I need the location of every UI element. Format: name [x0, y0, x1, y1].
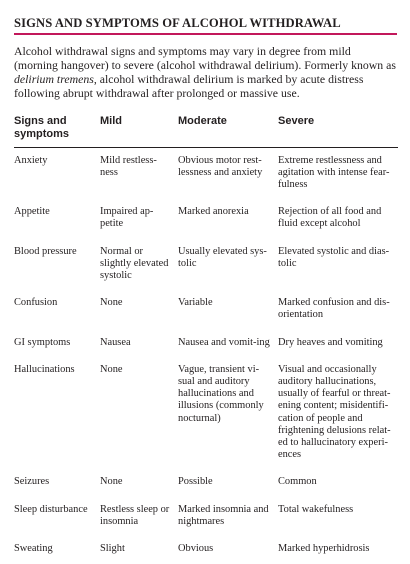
cell-mild: Normal or slightly elevated systolic: [100, 240, 178, 292]
column-header-signs: Signs and symptoms: [14, 115, 100, 148]
page-title: SIGNS AND SYMPTOMS OF ALCOHOL WITHDRAWAL: [14, 16, 400, 33]
cell-severe: Total wakefulness: [278, 498, 398, 537]
cell-severe: Marked confusion and dis-orientation: [278, 291, 398, 330]
cell-moderate: Usually elevated sys-tolic: [178, 240, 278, 292]
cell-moderate: Obvious: [178, 537, 278, 564]
cell-mild: Mild restless-ness: [100, 149, 178, 201]
cell-moderate: Nausea and vomit-ing: [178, 331, 278, 358]
cell-sign: Confusion: [14, 291, 100, 330]
cell-severe: Elevated systolic and dias-tolic: [278, 240, 398, 292]
cell-sign: Sleep disturbance: [14, 498, 100, 537]
column-header-severe: Severe: [278, 115, 398, 148]
cell-sign: Sweating: [14, 537, 100, 564]
cell-mild: Impaired ap-petite: [100, 200, 178, 239]
cell-severe: Rejection of all food and fluid except alcohol: [278, 200, 398, 239]
table-row: [14, 149, 398, 201]
cell-moderate: Marked anorexia: [178, 200, 278, 239]
cell-sign: Hallucinations: [14, 358, 100, 471]
intro-text-after: , alcohol withdrawal delirium is marked by acute distress following abrupt withdrawal after prolonged or massive use.: [14, 72, 363, 100]
cell-mild: Slight: [100, 537, 178, 564]
cell-mild: None: [100, 291, 178, 330]
cell-moderate: Marked insomnia and nightmares: [178, 498, 278, 537]
cell-moderate: Possible: [178, 470, 278, 497]
withdrawal-table: [14, 115, 398, 564]
cell-mild: Restless sleep or insomnia: [100, 498, 178, 537]
intro-term: delirium tremens: [14, 72, 94, 86]
cell-severe: Common: [278, 470, 398, 497]
column-header-moderate: Moderate: [178, 115, 278, 148]
intro-paragraph: [14, 44, 396, 100]
column-header-mild: Mild: [100, 115, 178, 148]
cell-sign: Seizures: [14, 470, 100, 497]
table-row: [14, 291, 398, 330]
cell-mild: Nausea: [100, 331, 178, 358]
cell-sign: Anxiety: [14, 149, 100, 201]
table-row: [14, 470, 398, 497]
table-header-row: [14, 115, 398, 148]
table-row: [14, 498, 398, 537]
cell-sign: GI symptoms: [14, 331, 100, 358]
cell-severe: Marked hyperhidrosis: [278, 537, 398, 564]
intro-text-before: Alcohol withdrawal signs and symptoms may vary in degree from mild (morning hangover) to severe (alcohol withdrawal delirium). Formerly known as: [14, 44, 396, 72]
cell-severe: Extreme restlessness and agitation with intense fear-fulness: [278, 149, 398, 201]
cell-severe: Visual and occasionally auditory hallucinations, usually of fearful or threat-ening content; misidentifi-cation of people and frightening delusions relat-ed to hallucinatory experi-ences: [278, 358, 398, 471]
cell-mild: None: [100, 470, 178, 497]
cell-mild: None: [100, 358, 178, 471]
cell-severe: Dry heaves and vomiting: [278, 331, 398, 358]
cell-sign: Blood pressure: [14, 240, 100, 292]
table-row: [14, 240, 398, 292]
table-row: [14, 358, 398, 471]
cell-sign: Appetite: [14, 200, 100, 239]
cell-moderate: Obvious motor rest-lessness and anxiety: [178, 149, 278, 201]
table-row: [14, 200, 398, 239]
title-rule: [14, 33, 397, 35]
cell-moderate: Variable: [178, 291, 278, 330]
cell-moderate: Vague, transient vi-sual and auditory hallucinations and illusions (commonly nocturnal): [178, 358, 278, 471]
table-row: [14, 331, 398, 358]
table-row: [14, 537, 398, 564]
